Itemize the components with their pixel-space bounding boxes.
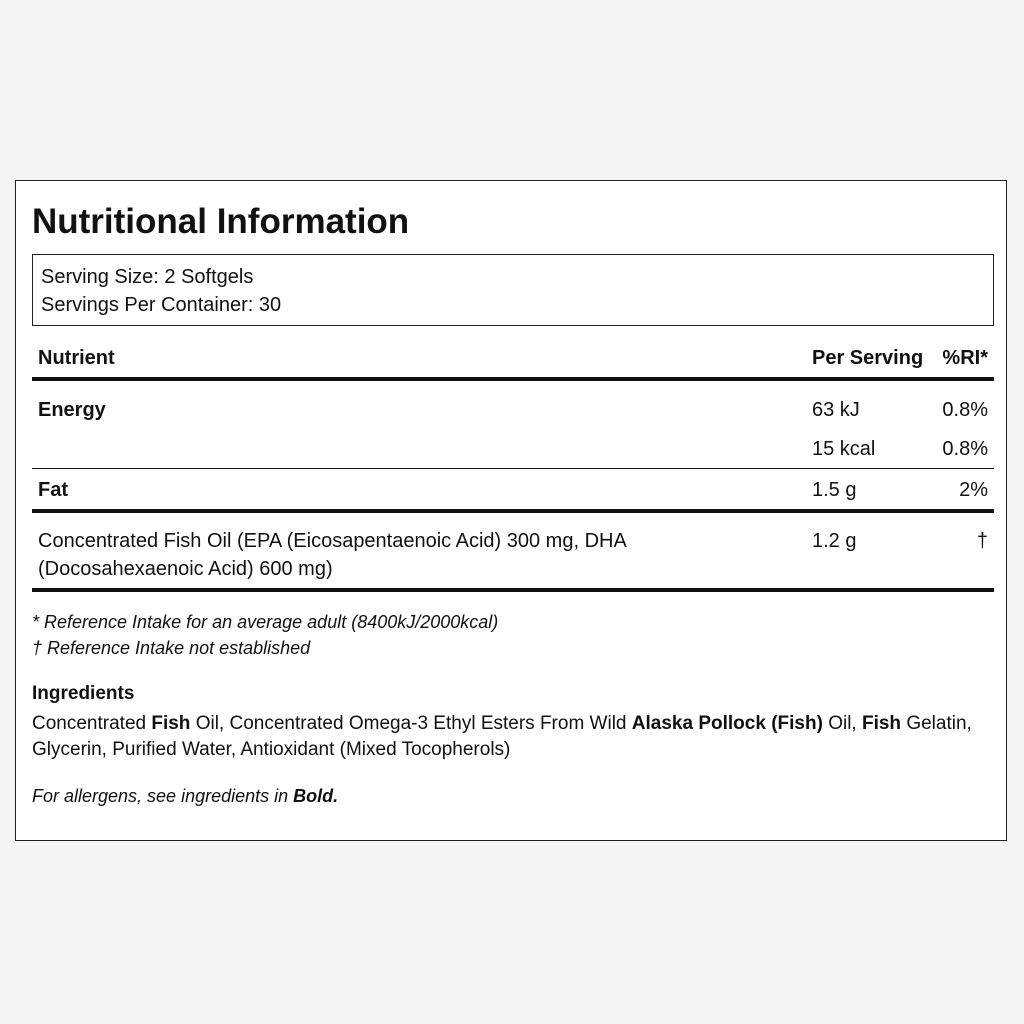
serving-size: Serving Size: 2 Softgels (41, 266, 254, 288)
header-ri: %RI* (942, 347, 988, 369)
table-bottom-divider (32, 588, 994, 592)
ingredient-part: Gelatin, Glycerin, Purified Water, Antioxidant (Mixed Tocopherols) (32, 713, 972, 760)
ingredient-part: Oil, Concentrated Omega-3 Ethyl Esters From Wild (190, 713, 632, 734)
ri-footnote: * Reference Intake for an average adult (8400kJ/2000kcal) (32, 612, 499, 632)
fat-ri: 2% (959, 479, 988, 501)
panel-title: Nutritional Information (32, 202, 410, 241)
ingredient-part: Concentrated (32, 713, 152, 734)
energy-kcal-ri: 0.8% (942, 438, 988, 460)
energy-kj-ri: 0.8% (942, 399, 988, 421)
fish-oil-name-line2: (Docosahexaenoic Acid) 600 mg) (38, 558, 333, 580)
header-divider (32, 377, 994, 381)
ingredient-allergen: Fish (151, 713, 191, 734)
nutrient-energy: Energy (38, 399, 106, 421)
allergen-note (32, 783, 338, 809)
serving-info-box (32, 254, 994, 326)
nutrient-fish-oil (38, 527, 627, 583)
energy-divider (32, 468, 994, 469)
energy-kj-value: 63 kJ (812, 399, 860, 421)
ingredient-allergen: Fish (861, 713, 902, 734)
ingredients-heading: Ingredients (32, 683, 135, 704)
fish-oil-ri: † (976, 530, 988, 552)
energy-kcal-value: 15 kcal (812, 438, 876, 460)
fish-oil-value: 1.2 g (812, 530, 857, 552)
nutrient-fat: Fat (38, 479, 68, 501)
servings-per-container: Servings Per Container: 30 (41, 294, 282, 316)
fish-oil-name-line1: Concentrated Fish Oil (EPA (Eicosapentaenoic Acid) 300 mg, DHA (38, 530, 627, 552)
allergen-note-prefix: For allergens, see ingredients in (32, 786, 294, 806)
ingredients-text (32, 711, 998, 763)
fat-divider (32, 509, 994, 513)
dagger-footnote: † Reference Intake not established (32, 638, 311, 658)
ingredient-part: Oil, (822, 713, 862, 734)
ingredient-allergen: Alaska Pollock (Fish) (631, 713, 823, 734)
footnotes (32, 609, 498, 661)
fat-value: 1.5 g (812, 479, 857, 501)
allergen-note-bold: Bold. (293, 786, 339, 806)
nutrition-panel (15, 180, 1007, 841)
header-nutrient: Nutrient (38, 347, 115, 369)
header-per-serving: Per Serving (812, 347, 924, 369)
